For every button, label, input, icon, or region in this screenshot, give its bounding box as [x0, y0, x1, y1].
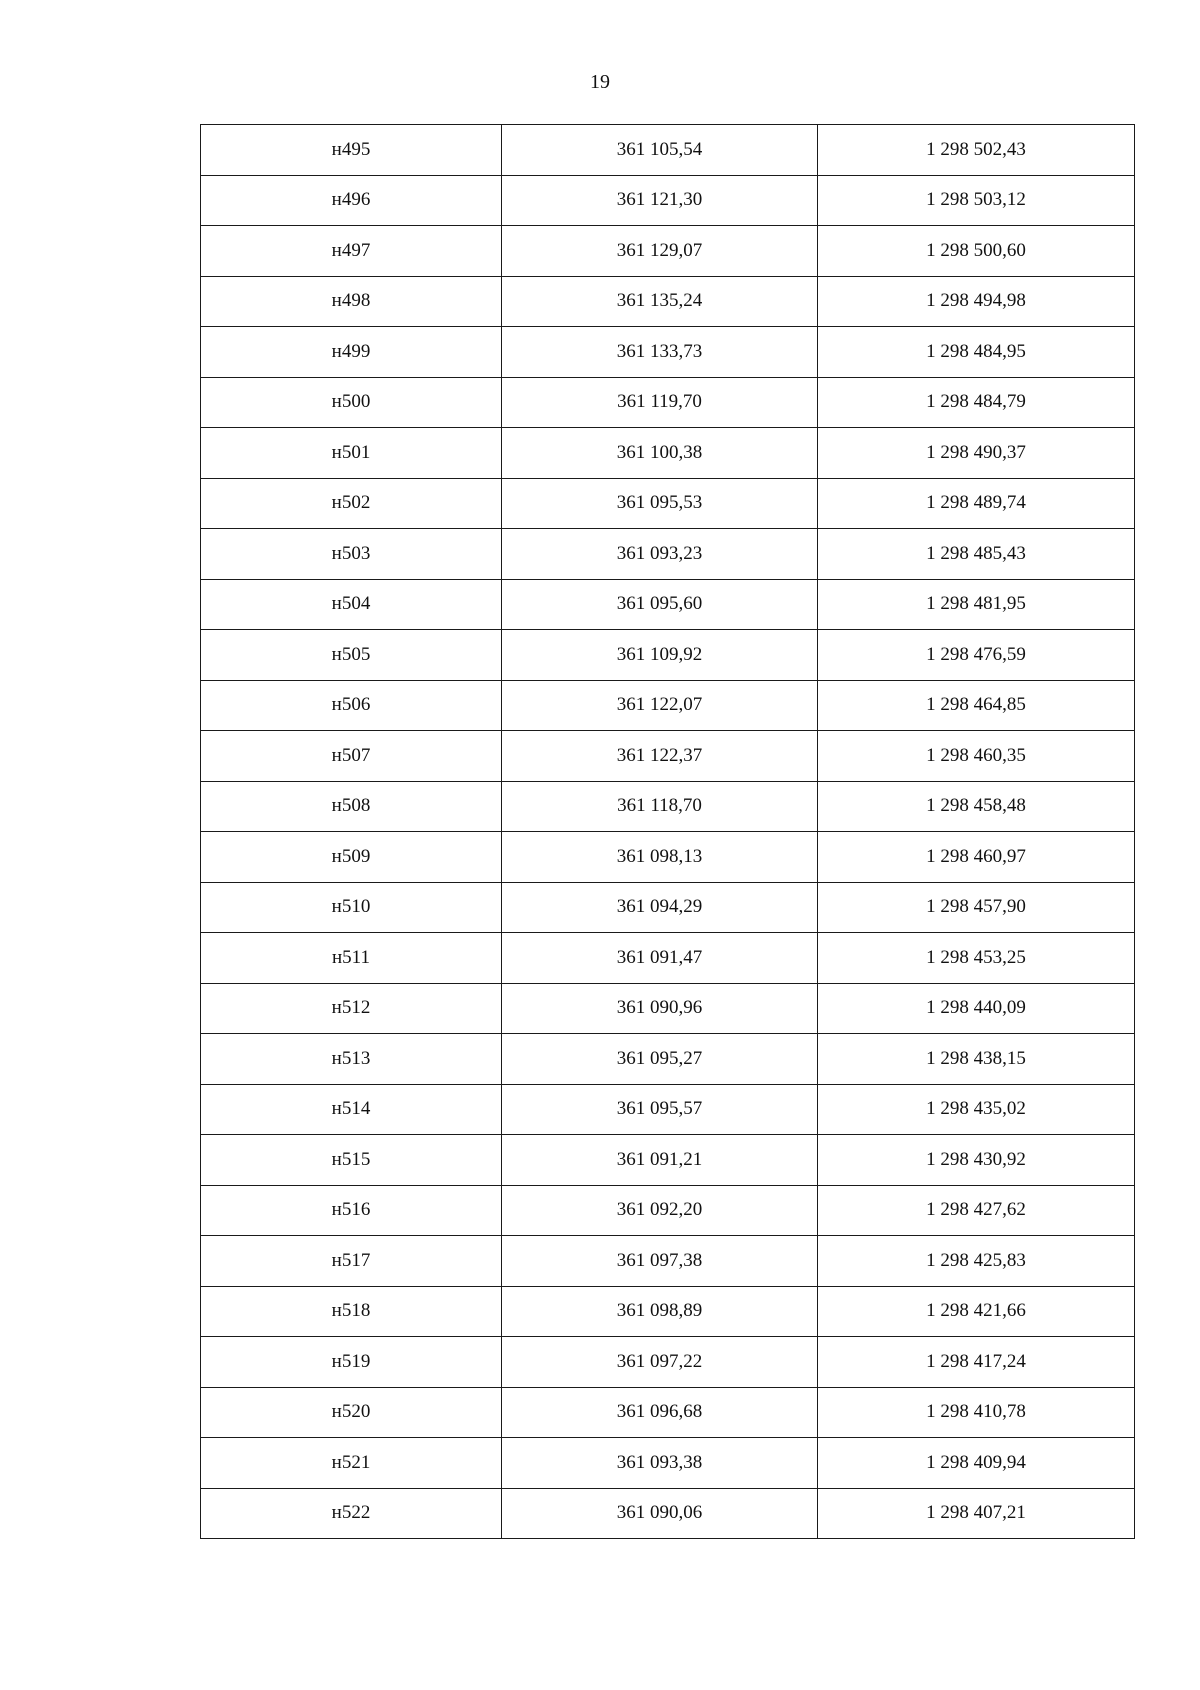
y-coordinate-cell: 1 298 407,21	[818, 1488, 1135, 1539]
point-id-cell: н497	[201, 226, 502, 277]
table-row	[201, 377, 1135, 428]
y-coordinate-cell: 1 298 500,60	[818, 226, 1135, 277]
x-coordinate-cell: 361 133,73	[502, 327, 818, 378]
y-coordinate-cell: 1 298 430,92	[818, 1135, 1135, 1186]
point-id-cell: н496	[201, 175, 502, 226]
table-row	[201, 428, 1135, 479]
y-coordinate-cell: 1 298 484,79	[818, 377, 1135, 428]
table-row	[201, 630, 1135, 681]
table-row	[201, 1034, 1135, 1085]
x-coordinate-cell: 361 095,53	[502, 478, 818, 529]
y-coordinate-cell: 1 298 481,95	[818, 579, 1135, 630]
y-coordinate-cell: 1 298 457,90	[818, 882, 1135, 933]
x-coordinate-cell: 361 092,20	[502, 1185, 818, 1236]
point-id-cell: н516	[201, 1185, 502, 1236]
table-row	[201, 983, 1135, 1034]
y-coordinate-cell: 1 298 458,48	[818, 781, 1135, 832]
x-coordinate-cell: 361 091,21	[502, 1135, 818, 1186]
table-row	[201, 1438, 1135, 1489]
table-row	[201, 1387, 1135, 1438]
table-row	[201, 1135, 1135, 1186]
y-coordinate-cell: 1 298 453,25	[818, 933, 1135, 984]
point-id-cell: н520	[201, 1387, 502, 1438]
x-coordinate-cell: 361 091,47	[502, 933, 818, 984]
point-id-cell: н498	[201, 276, 502, 327]
y-coordinate-cell: 1 298 485,43	[818, 529, 1135, 580]
coordinates-table	[200, 124, 1135, 1539]
y-coordinate-cell: 1 298 489,74	[818, 478, 1135, 529]
table-row	[201, 1185, 1135, 1236]
table-row	[201, 1337, 1135, 1388]
y-coordinate-cell: 1 298 410,78	[818, 1387, 1135, 1438]
x-coordinate-cell: 361 119,70	[502, 377, 818, 428]
x-coordinate-cell: 361 098,89	[502, 1286, 818, 1337]
point-id-cell: н505	[201, 630, 502, 681]
x-coordinate-cell: 361 100,38	[502, 428, 818, 479]
y-coordinate-cell: 1 298 490,37	[818, 428, 1135, 479]
point-id-cell: н509	[201, 832, 502, 883]
y-coordinate-cell: 1 298 464,85	[818, 680, 1135, 731]
point-id-cell: н513	[201, 1034, 502, 1085]
point-id-cell: н508	[201, 781, 502, 832]
x-coordinate-cell: 361 094,29	[502, 882, 818, 933]
x-coordinate-cell: 361 095,57	[502, 1084, 818, 1135]
table-row	[201, 529, 1135, 580]
x-coordinate-cell: 361 122,07	[502, 680, 818, 731]
table-row	[201, 1286, 1135, 1337]
point-id-cell: н495	[201, 125, 502, 176]
table-row	[201, 125, 1135, 176]
point-id-cell: н522	[201, 1488, 502, 1539]
point-id-cell: н504	[201, 579, 502, 630]
y-coordinate-cell: 1 298 421,66	[818, 1286, 1135, 1337]
point-id-cell: н515	[201, 1135, 502, 1186]
x-coordinate-cell: 361 121,30	[502, 175, 818, 226]
x-coordinate-cell: 361 096,68	[502, 1387, 818, 1438]
x-coordinate-cell: 361 135,24	[502, 276, 818, 327]
x-coordinate-cell: 361 122,37	[502, 731, 818, 782]
y-coordinate-cell: 1 298 494,98	[818, 276, 1135, 327]
table-row	[201, 478, 1135, 529]
y-coordinate-cell: 1 298 460,97	[818, 832, 1135, 883]
point-id-cell: н506	[201, 680, 502, 731]
y-coordinate-cell: 1 298 438,15	[818, 1034, 1135, 1085]
table-row	[201, 933, 1135, 984]
x-coordinate-cell: 361 093,23	[502, 529, 818, 580]
y-coordinate-cell: 1 298 427,62	[818, 1185, 1135, 1236]
y-coordinate-cell: 1 298 502,43	[818, 125, 1135, 176]
y-coordinate-cell: 1 298 484,95	[818, 327, 1135, 378]
point-id-cell: н502	[201, 478, 502, 529]
x-coordinate-cell: 361 095,60	[502, 579, 818, 630]
table-row	[201, 1236, 1135, 1287]
point-id-cell: н501	[201, 428, 502, 479]
y-coordinate-cell: 1 298 417,24	[818, 1337, 1135, 1388]
point-id-cell: н517	[201, 1236, 502, 1287]
x-coordinate-cell: 361 097,38	[502, 1236, 818, 1287]
table-row	[201, 276, 1135, 327]
y-coordinate-cell: 1 298 409,94	[818, 1438, 1135, 1489]
table-row	[201, 832, 1135, 883]
table-row	[201, 731, 1135, 782]
point-id-cell: н521	[201, 1438, 502, 1489]
point-id-cell: н503	[201, 529, 502, 580]
table-row	[201, 327, 1135, 378]
point-id-cell: н499	[201, 327, 502, 378]
x-coordinate-cell: 361 093,38	[502, 1438, 818, 1489]
point-id-cell: н518	[201, 1286, 502, 1337]
table-row	[201, 781, 1135, 832]
y-coordinate-cell: 1 298 503,12	[818, 175, 1135, 226]
table-row	[201, 882, 1135, 933]
table-row	[201, 175, 1135, 226]
x-coordinate-cell: 361 098,13	[502, 832, 818, 883]
point-id-cell: н507	[201, 731, 502, 782]
y-coordinate-cell: 1 298 425,83	[818, 1236, 1135, 1287]
point-id-cell: н500	[201, 377, 502, 428]
x-coordinate-cell: 361 118,70	[502, 781, 818, 832]
coordinates-table-body	[201, 125, 1135, 1539]
table-row	[201, 1084, 1135, 1135]
x-coordinate-cell: 361 105,54	[502, 125, 818, 176]
table-row	[201, 1488, 1135, 1539]
y-coordinate-cell: 1 298 476,59	[818, 630, 1135, 681]
table-row	[201, 680, 1135, 731]
y-coordinate-cell: 1 298 440,09	[818, 983, 1135, 1034]
point-id-cell: н512	[201, 983, 502, 1034]
x-coordinate-cell: 361 109,92	[502, 630, 818, 681]
point-id-cell: н519	[201, 1337, 502, 1388]
x-coordinate-cell: 361 129,07	[502, 226, 818, 277]
y-coordinate-cell: 1 298 435,02	[818, 1084, 1135, 1135]
table-row	[201, 226, 1135, 277]
y-coordinate-cell: 1 298 460,35	[818, 731, 1135, 782]
point-id-cell: н514	[201, 1084, 502, 1135]
x-coordinate-cell: 361 090,06	[502, 1488, 818, 1539]
x-coordinate-cell: 361 095,27	[502, 1034, 818, 1085]
table-row	[201, 579, 1135, 630]
point-id-cell: н511	[201, 933, 502, 984]
point-id-cell: н510	[201, 882, 502, 933]
x-coordinate-cell: 361 090,96	[502, 983, 818, 1034]
x-coordinate-cell: 361 097,22	[502, 1337, 818, 1388]
page-number: 19	[590, 71, 610, 93]
